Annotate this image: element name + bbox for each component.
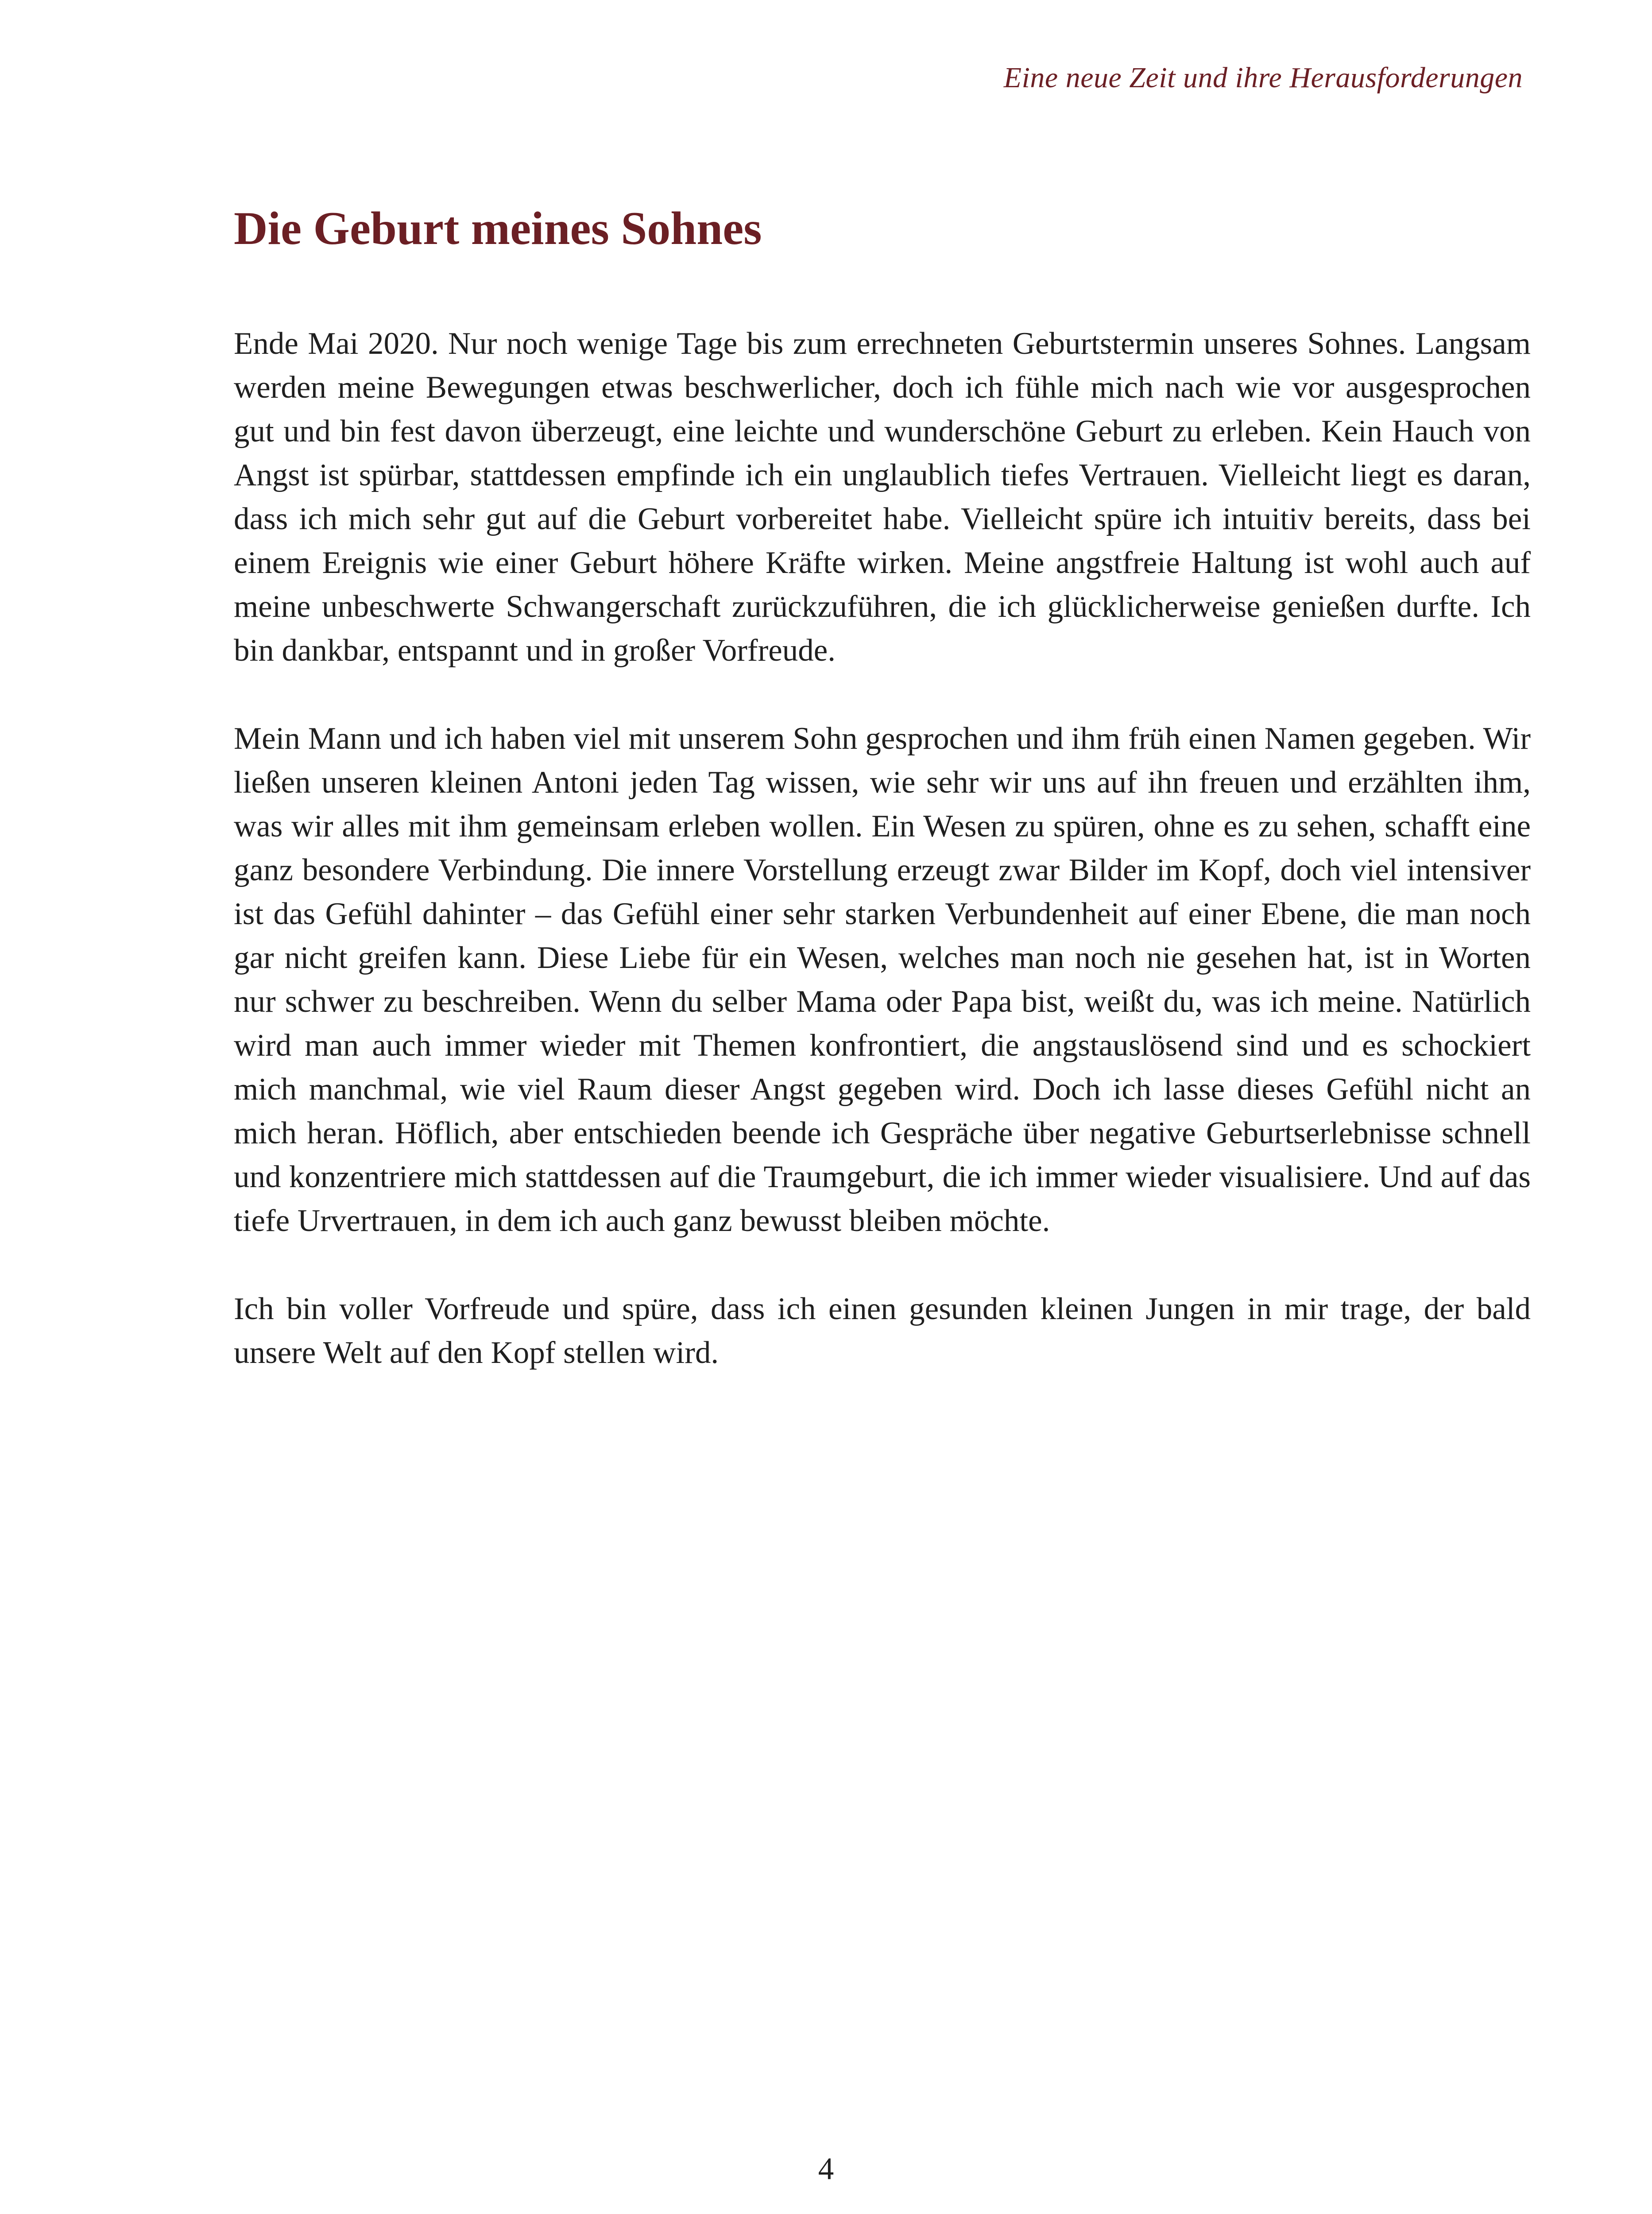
- running-header: Eine neue Zeit und ihre Herausforderungen: [1003, 62, 1523, 94]
- body-paragraph-3: Ich bin voller Vorfreude und spüre, dass ich einen gesunden kleinen Jungen in mir trage, der bald unsere Welt auf den Kopf stellen wird.: [234, 1292, 1531, 1370]
- chapter-title: Die Geburt meines Sohnes: [234, 202, 762, 254]
- page-content: [234, 200, 1531, 1419]
- body-paragraph-2: Mein Mann und ich haben viel mit unserem Sohn gesprochen und ihm früh einen Namen gegeben. Wir ließen unseren kleinen Antoni jeden Tag wissen, wie sehr wir uns auf ihn freuen und erzählten ihm, was wir alles mit ihm gemeinsam erleben wollen. Ein Wesen zu spüren, ohne es zu sehen, schafft eine ganz besondere Verbindung. Die innere Vorstellung erzeugt zwar Bilder im Kopf, doch viel intensiver ist das Gefühl dahinter – das Gefühl einer sehr starken Verbundenheit auf einer Ebene, die man noch gar nicht greifen kann. Diese Liebe für ein Wesen, welches man noch nie gesehen hat, ist in Worten nur schwer zu beschreiben. Wenn du selber Mama oder Papa bist, weißt du, was ich meine. Natürlich wird man auch immer wieder mit Themen konfrontiert, die angstauslösend sind und es schockiert mich manchmal, wie viel Raum dieser Angst gegeben wird. Doch ich lasse dieses Gefühl nicht an mich heran. Höflich, aber entschieden beende ich Gespräche über negative Geburtserlebnisse schnell und konzentriere mich stattdessen auf die Traumgeburt, die ich immer wieder visualisiere. Und auf das tiefe Urvertrauen, in dem ich auch ganz bewusst bleiben möchte.: [234, 721, 1531, 1239]
- body-paragraph-1: Ende Mai 2020. Nur noch wenige Tage bis zum errechneten Geburtstermin unseres Sohnes. Langsam werden meine Bewegungen etwas beschwerlicher, doch ich fühle mich nach wie vor ausgesprochen gut und bin fest davon überzeugt, eine leichte und wunderschöne Geburt zu erleben. Kein Hauch von Angst ist spürbar, stattdessen empfinde ich ein unglaublich tiefes Vertrauen. Vielleicht liegt es daran, dass ich mich sehr gut auf die Geburt vorbereitet habe. Vielleicht spüre ich intuitiv bereits, dass bei einem Ereignis wie einer Geburt höhere Kräfte wirken. Meine angstfreie Haltung ist wohl auch auf meine unbeschwerte Schwangerschaft zurückzuführen, die ich glücklicherweise genießen durfte. Ich bin dankbar, entspannt und in großer Vorfreude.: [234, 326, 1531, 668]
- page-number: 4: [818, 2152, 834, 2186]
